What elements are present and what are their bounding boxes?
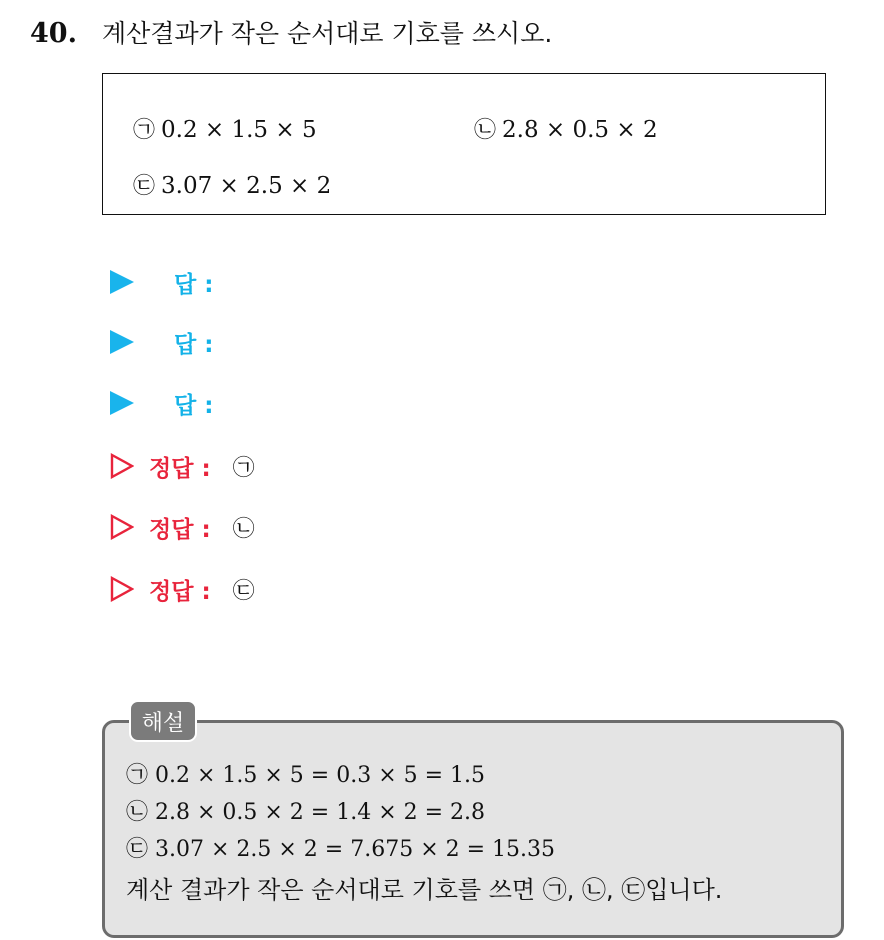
question-text: 계산결과가 작은 순서대로 기호를 쓰시오. — [102, 19, 553, 48]
answer-label: 답 : — [174, 331, 214, 358]
outline-arrow-icon — [110, 453, 134, 479]
problem-expression: 2.8 × 0.5 × 2 — [502, 117, 658, 143]
answer-label: 답 : — [174, 271, 214, 298]
problem-symbol: ㉢ — [133, 174, 156, 199]
play-arrow-icon — [110, 330, 134, 354]
correct-answer-3 — [110, 569, 255, 609]
correct-answer-value: ㉢ — [232, 578, 255, 604]
play-arrow-icon — [110, 270, 134, 294]
problem-expression: 3.07 × 2.5 × 2 — [161, 173, 332, 199]
explanation-box — [102, 720, 844, 938]
problem-symbol: ㉡ — [474, 118, 497, 143]
correct-answer-label: 정답 : — [149, 516, 211, 543]
outline-arrow-icon — [110, 576, 134, 602]
explanation-title: 해설 — [129, 700, 197, 742]
answer-slot-1[interactable] — [110, 262, 213, 302]
question-header — [30, 14, 552, 50]
outline-arrow-icon — [110, 514, 134, 540]
problem-item-2 — [474, 113, 658, 144]
explanation-line-3: ㉢ 3.07 × 2.5 × 2 = 7.675 × 2 = 15.35 — [126, 837, 556, 862]
question-number: 40. — [30, 18, 77, 49]
explanation-summary: 계산 결과가 작은 순서대로 기호를 쓰면 ㉠, ㉡, ㉢입니다. — [126, 876, 723, 904]
problem-item-3 — [133, 169, 331, 200]
problem-expression: 0.2 × 1.5 × 5 — [161, 117, 317, 143]
correct-answer-value: ㉡ — [232, 516, 255, 542]
explanation-line-2: ㉡ 2.8 × 0.5 × 2 = 1.4 × 2 = 2.8 — [126, 800, 486, 825]
answer-slot-2[interactable] — [110, 322, 213, 362]
answer-slot-3[interactable] — [110, 383, 213, 423]
correct-answer-label: 정답 : — [149, 578, 211, 605]
correct-answer-label: 정답 : — [149, 455, 211, 482]
play-arrow-icon — [110, 391, 134, 415]
correct-answer-2 — [110, 507, 255, 547]
explanation-line-1: ㉠ 0.2 × 1.5 × 5 = 0.3 × 5 = 1.5 — [126, 763, 486, 788]
problem-symbol: ㉠ — [133, 118, 156, 143]
correct-answer-1 — [110, 446, 255, 486]
problem-item-1 — [133, 113, 317, 144]
answer-label: 답 : — [174, 392, 214, 419]
correct-answer-value: ㉠ — [232, 455, 255, 481]
